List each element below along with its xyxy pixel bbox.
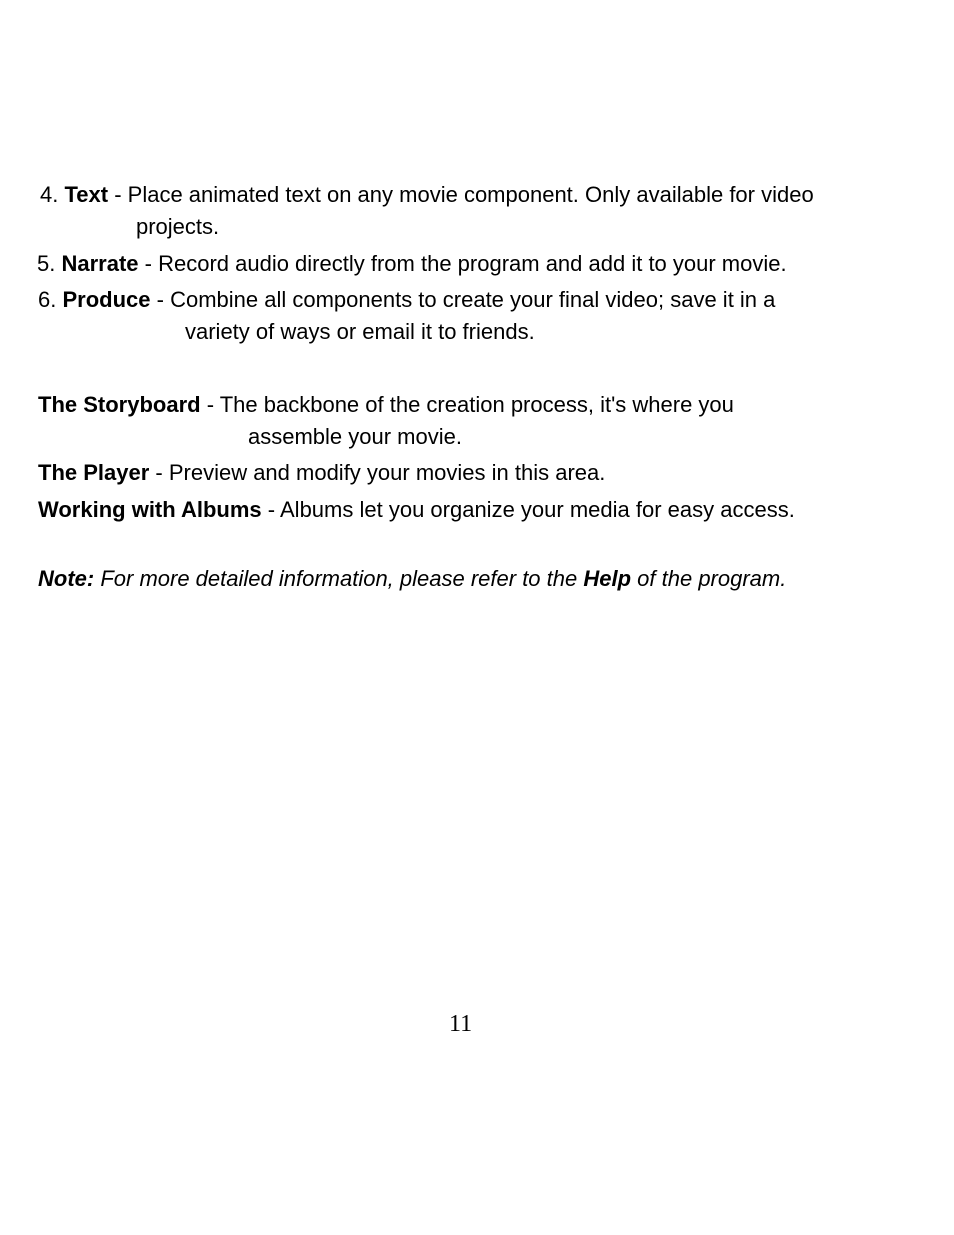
definition-storyboard-continuation	[248, 424, 462, 450]
list-item-produce	[38, 287, 775, 313]
term-description-continued: projects.	[136, 214, 220, 239]
list-item-produce-continuation	[185, 319, 535, 345]
term-text: Text	[64, 182, 109, 207]
term-description: - Record audio directly from the program and add it to your movie.	[138, 251, 787, 276]
term-description: - Preview and modify your movies in this area.	[149, 460, 606, 485]
term-storyboard: The Storyboard	[38, 392, 201, 417]
term-albums: Working with Albums	[38, 497, 262, 522]
term-produce: Produce	[62, 287, 151, 312]
term-player: The Player	[38, 460, 150, 485]
definition-storyboard	[38, 392, 734, 418]
list-item-text	[40, 182, 814, 208]
note-text-end: of the program.	[631, 566, 787, 591]
list-number: 5.	[37, 251, 56, 276]
definition-albums	[38, 497, 795, 523]
definition-player	[38, 460, 605, 486]
list-number: 6.	[38, 287, 57, 312]
note-text: For more detailed information, please refer to the	[94, 566, 584, 591]
note-help-emphasis: Help	[583, 566, 632, 591]
term-description-continued: assemble your movie.	[248, 424, 462, 449]
term-description: - Albums let you organize your media for easy access.	[261, 497, 795, 522]
term-description: - Place animated text on any movie component. Only available for video	[108, 182, 814, 207]
list-item-narrate	[37, 251, 787, 277]
list-item-text-continuation	[136, 214, 219, 240]
list-number: 4.	[40, 182, 59, 207]
term-description: - The backbone of the creation process, it's where you	[200, 392, 734, 417]
note-label: Note:	[38, 566, 95, 591]
note-paragraph	[38, 566, 786, 592]
term-narrate: Narrate	[61, 251, 139, 276]
page-number: 11	[449, 1011, 473, 1037]
term-description: - Combine all components to create your final video; save it in a	[150, 287, 776, 312]
term-description-continued: variety of ways or email it to friends.	[185, 319, 535, 344]
